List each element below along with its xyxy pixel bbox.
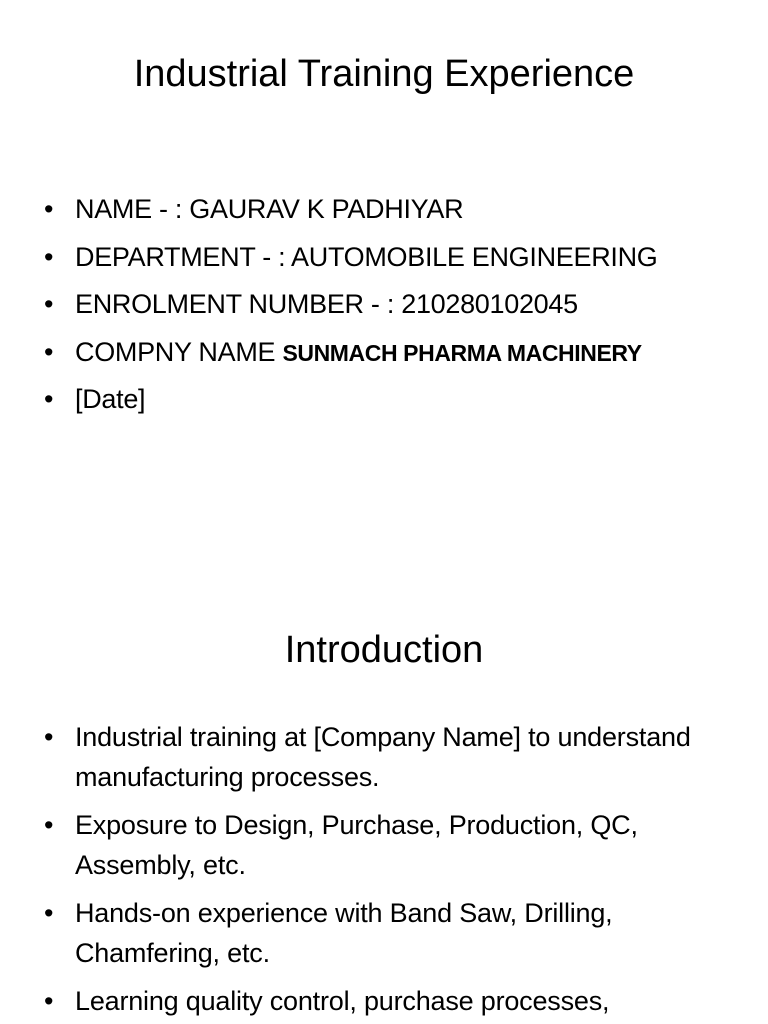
list-item-text: Exposure to Design, Purchase, Production, QC, Assembly, etc. <box>75 810 638 880</box>
date-text: [Date] <box>75 384 146 414</box>
list-item-department <box>0 234 768 282</box>
list-item-enrolment <box>0 281 768 329</box>
bullet-icon: • <box>44 810 54 840</box>
bullet-icon: • <box>44 241 54 272</box>
list-item <box>0 805 768 885</box>
company-value: SUNMACH PHARMA MACHINERY <box>282 339 642 366</box>
bullet-icon: • <box>44 336 54 367</box>
list-item-text: Learning quality control, purchase processes, <box>75 986 610 1016</box>
bullet-icon: • <box>44 722 54 752</box>
company-label: COMPNY NAME <box>75 336 283 367</box>
list-item <box>0 717 768 797</box>
bullet-icon: • <box>44 289 54 319</box>
bullet-icon: • <box>44 898 54 928</box>
introduction-list <box>0 717 768 1024</box>
list-item <box>0 893 768 973</box>
bullet-icon: • <box>44 194 54 224</box>
list-item-text: Industrial training at [Company Name] to understand manufacturing processes. <box>75 722 691 792</box>
details-list <box>0 186 768 424</box>
slide-title: Industrial Training Experience <box>133 53 635 95</box>
bullet-icon: • <box>44 986 54 1016</box>
enrolment-text: ENROLMENT NUMBER - : 210280102045 <box>75 289 578 319</box>
bullet-icon: • <box>44 384 54 414</box>
list-item-company <box>0 329 768 377</box>
department-text: DEPARTMENT - : AUTOMOBILE ENGINEERING <box>75 241 658 272</box>
list-item-date <box>0 376 768 424</box>
slide-title: Introduction <box>284 629 484 671</box>
list-item-text: Hands-on experience with Band Saw, Drilling, Chamfering, etc. <box>75 898 613 968</box>
list-item <box>0 981 768 1021</box>
name-text: NAME - : GAURAV K PADHIYAR <box>75 194 464 224</box>
slide-introduction <box>0 560 768 1024</box>
list-item-name <box>0 186 768 234</box>
